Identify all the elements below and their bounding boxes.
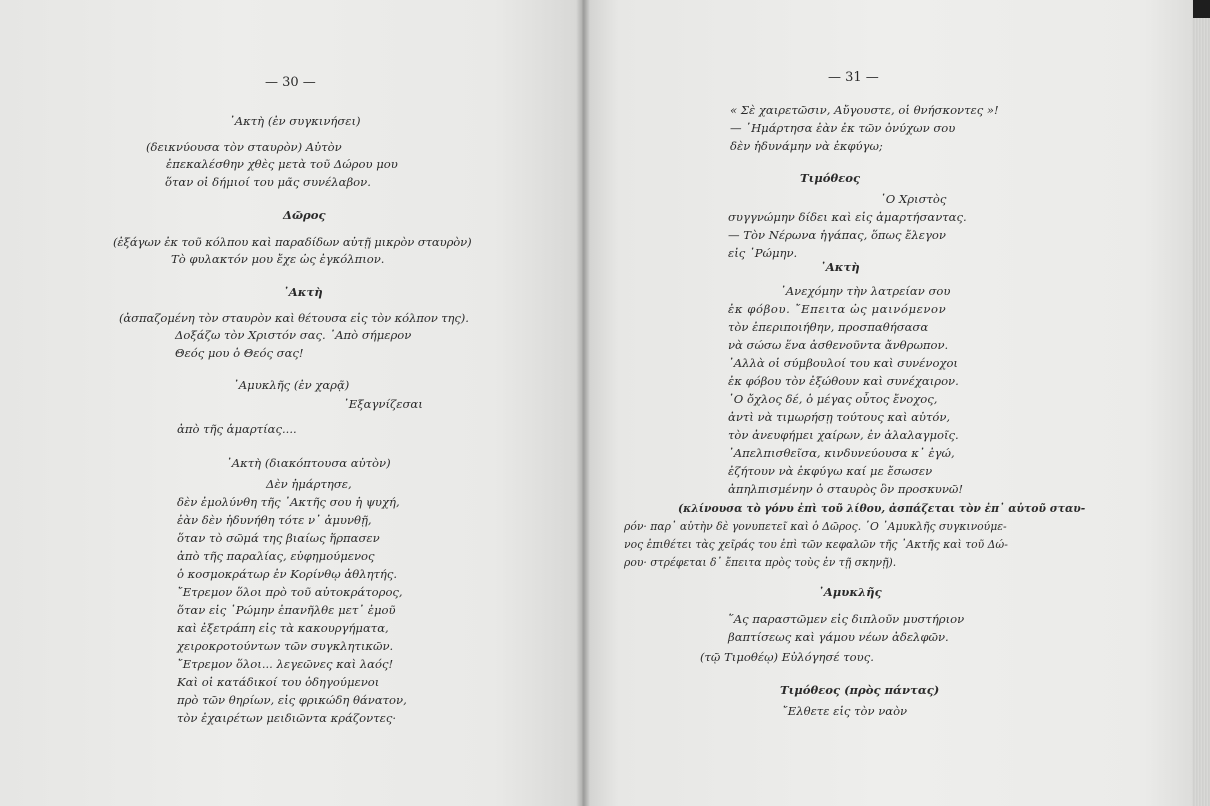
text-line: τὸν ἀνευφήμει χαίρων, ἐν ἀλαλαγμοῖς. <box>728 428 959 442</box>
text-line: ἀπηλπισμένην ὁ σταυρὸς ὃν προσκυνῶ! <box>728 482 964 496</box>
text-line: ᾽Ακτὴ (ἐν συγκινήσει) <box>229 114 361 128</box>
text-line: ᾽Αμυκλῆς (ἐν χαρᾷ) <box>233 378 350 392</box>
text-line: ᾽Εξαγνίζεσαι <box>343 397 423 411</box>
text-line: συγγνώμην δίδει καὶ εἰς ἁμαρτήσαντας. <box>728 210 967 224</box>
text-line: (δεικνύουσα τὸν σταυρὸν) Αὐτὸν <box>146 140 342 154</box>
stage-direction: ρόν· παρ᾽ αὐτὴν δὲ γονυπετεῖ καὶ ὁ Δῶρος. ῾Ο ᾽Αμυκλῆς συγκινούμε- <box>624 520 1007 533</box>
speaker-name: Τιμόθεος (πρὸς πάντας) <box>780 683 940 697</box>
text-line: ὅταν τὸ σῶμά της βιαίως ἥρπασεν <box>177 531 380 545</box>
text-line: Καὶ οἱ κατάδικοί του ὁδηγούμενοι <box>177 675 380 689</box>
text-line: ἐκ φόβου τὸν ἐξώθουν καὶ συνέχαιρον. <box>728 374 959 388</box>
text-line: ὅταν οἱ δήμιοί του μᾶς συνέλαβον. <box>165 175 371 189</box>
text-line: Τὸ φυλακτόν μου ἔχε ὡς ἐγκόλπιον. <box>171 252 385 266</box>
text-line: τὸν ἐχαιρέτων μειδιῶντα κράζοντες· <box>177 711 397 725</box>
background-corner <box>1193 0 1210 18</box>
text-line: (ἀσπαζομένη τὸν σταυρὸν καὶ θέτουσα εἰς τὸν κόλπον της). <box>119 311 469 325</box>
book-gutter <box>576 0 590 806</box>
stage-direction: ρου· στρέφεται δ᾽ ἔπειτα πρὸς τοὺς ἐν τῇ σκηνῇ). <box>624 556 897 569</box>
text-line: ἐζήτουν νὰ ἐκφύγω καί με ἔσωσεν <box>728 464 933 478</box>
text-line: χειροκροτούντων τῶν συγκλητικῶν. <box>177 639 394 653</box>
text-line: ὅταν εἰς ῾Ρώμην ἐπανῆλθε μετ᾽ ἐμοῦ <box>177 603 396 617</box>
text-line: (τῷ Τιμοθέῳ) Εὐλόγησέ τους. <box>700 650 874 664</box>
stage-direction: νος ἐπιθέτει τὰς χεῖράς του ἐπὶ τῶν κεφαλῶν τῆς ᾽Ακτῆς καὶ τοῦ Δώ- <box>624 538 1008 551</box>
text-line: ἀπὸ τῆς παραλίας, εὐφημούμενος <box>177 549 375 563</box>
page-number: — 31 — <box>828 70 879 85</box>
left-page <box>0 0 582 806</box>
text-line: ὁ κοσμοκράτωρ ἐν Κορίνθῳ ἀθλητής. <box>177 567 398 581</box>
text-line: — ῾Ημάρτησα ἐὰν ἐκ τῶν ὀνύχων σου <box>730 121 956 135</box>
speaker-name: ᾽Αμυκλῆς <box>818 585 882 599</box>
text-line: ἀπὸ τῆς ἁμαρτίας.... <box>177 422 297 436</box>
text-line: ῞Ας παραστῶμεν εἰς διπλοῦν μυστήριον <box>728 612 965 626</box>
text-line: τὸν ἐπεριποιήθην, προσπαθήσασα <box>728 320 929 334</box>
text-line: ᾽Ανεχόμην τὴν λατρείαν σου <box>780 284 951 298</box>
text-line: ἐὰν δὲν ἠδυνήθη τότε ν᾽ ἀμυνθῇ, <box>177 513 372 527</box>
text-line: ῾Ο Χριστὸς <box>880 192 947 206</box>
text-line: καὶ ἐξετράπη εἰς τὰ κακουργήματα, <box>177 621 389 635</box>
page-number: — 30 — <box>265 75 316 90</box>
text-line: ἐκ φόβου. ῎Επειτα ὡς μαινόμενον <box>728 302 947 316</box>
text-line: δὲν ἠδυνάμην νὰ ἐκφύγω; <box>730 139 883 153</box>
speaker-name: Τιμόθεος <box>800 171 861 185</box>
text-line: ᾽Απελπισθεῖσα, κινδυνεύουσα κ᾽ ἐγώ, <box>728 446 955 460</box>
stage-direction: (κλίνουσα τὸ γόνυ ἐπὶ τοῦ λίθου, ἀσπάζεται τὸν ἐπ᾽ αὐτοῦ σταυ- <box>678 502 1086 515</box>
text-line: νὰ σώσω ἕνα ἀσθενοῦντα ἄνθρωπον. <box>728 338 949 352</box>
text-line: βαπτίσεως καὶ γάμου νέων ἀδελφῶν. <box>728 630 949 644</box>
speaker-name: Δῶρος <box>283 208 326 222</box>
text-line: ῎Ετρεμον ὅλοι πρὸ τοῦ αὐτοκράτορος, <box>177 585 403 599</box>
text-line: ᾽Ακτὴ (διακόπτουσα αὐτὸν) <box>226 456 391 470</box>
text-line: ἐπεκαλέσθην χθὲς μετὰ τοῦ Δώρου μου <box>166 157 398 171</box>
speaker-name: ᾽Ακτὴ <box>283 285 323 299</box>
text-line: δὲν ἐμολύνθη τῆς ᾽Ακτῆς σου ἡ ψυχή, <box>177 495 400 509</box>
text-line: ῾Ο ὄχλος δέ, ὁ μέγας οὗτος ἔνοχος, <box>728 392 938 406</box>
text-line: ᾽Αλλὰ οἱ σύμβουλοί του καὶ συνένοχοι <box>728 356 958 370</box>
text-line: ῎Ελθετε εἰς τὸν ναὸν <box>782 704 908 718</box>
text-line: Θεός μου ὁ Θεός σας! <box>175 346 304 360</box>
text-line: εἰς ῾Ρώμην. <box>728 246 798 260</box>
text-line: — Τὸν Νέρωνα ἠγάπας, ὅπως ἔλεγον <box>728 228 946 242</box>
text-line: ἀντὶ νὰ τιμωρήσῃ τούτους καὶ αὐτόν, <box>728 410 951 424</box>
speaker-name: ᾽Ακτὴ <box>820 260 860 274</box>
text-line: (ἐξάγων ἐκ τοῦ κόλπου καὶ παραδίδων αὐτῇ μικρὸν σταυρὸν) <box>113 235 472 249</box>
text-line: ῎Ετρεμον ὅλοι... λεγεῶνες καὶ λαός! <box>177 657 394 671</box>
right-page <box>582 0 1194 806</box>
text-line: « Σὲ χαιρετῶσιν, Αὔγουστε, οἱ θνήσκοντες »! <box>730 103 999 117</box>
page-edges <box>1192 0 1210 806</box>
text-line: πρὸ τῶν θηρίων, εἰς φρικώδη θάνατον, <box>177 693 407 707</box>
text-line: Δὲν ἡμάρτησε, <box>266 477 352 491</box>
text-line: Δοξάζω τὸν Χριστόν σας. ᾽Απὸ σήμερον <box>175 328 412 342</box>
